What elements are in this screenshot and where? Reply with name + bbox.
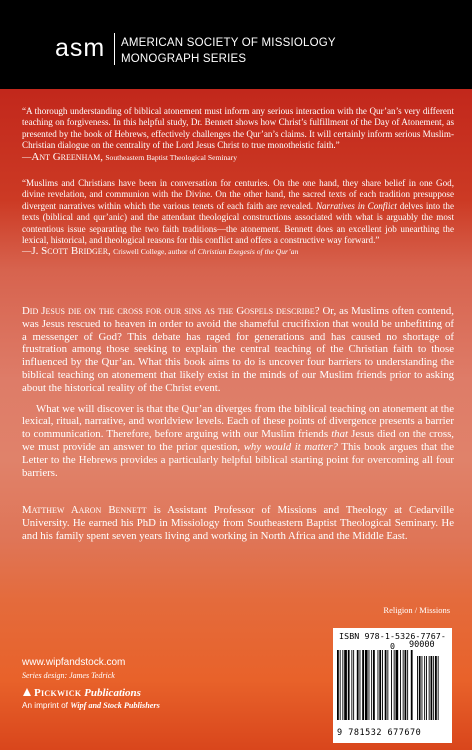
isbn-barcode [333, 628, 452, 743]
endorsement-attribution: —J. Scott Bridger, Criswell College, author of Christian Exegesis of the Qur’an [22, 245, 299, 258]
endorsement-quote: “Muslims and Christians have been in conversation for centuries. On the one hand, they share belief in one God, divine revelation, and communion with the Divine. On the other hand, the sacred texts of each tradition presuppose divergent narratives within which the various tenets of each faith are revealed. [22, 178, 454, 211]
barcode-bar [353, 650, 354, 720]
addon-bar [426, 656, 427, 720]
barcode-bar [362, 650, 364, 720]
barcode-bar [351, 650, 352, 720]
addon-bar [433, 656, 434, 720]
endorsements [22, 106, 454, 273]
price-code: 90000 [409, 640, 435, 650]
barcode-bar [344, 650, 347, 720]
barcode-bar [340, 650, 341, 720]
pickwick-icon [22, 687, 32, 697]
endorser-affiliation: Criswell College, author of Christian Exegesis of the Qur’an [113, 247, 299, 257]
barcode-bar [365, 650, 368, 720]
barcode-bar [400, 650, 401, 720]
header-divider [114, 33, 115, 65]
barcode-bar [411, 650, 413, 720]
addon-bar [424, 656, 425, 720]
barcode-bar [348, 650, 350, 720]
barcode-bar [379, 650, 381, 720]
endorsement-quote: “A thorough understanding of biblical atonement must inform any serious interaction with the Qur’an’s very different teaching on forgiveness. In this helpful study, Dr. Bennett shows how Christ’s fulfillment of the Day of Atonement, as presented by the book of Hebrews, effectively challenges the Qur’an’s claims. It will certainly inform serious Muslim-Christian dialogue on the centrality of the Lord Jesus Christ to true monotheistic faith.” [22, 106, 454, 151]
author-name: Matthew Aaron Bennett [22, 504, 147, 516]
barcode-bar [369, 650, 370, 720]
addon-bar [422, 656, 423, 720]
barcode-bar [394, 650, 395, 720]
barcode-number: 9 781532 677670 [337, 728, 422, 738]
publisher-website[interactable]: www.wipfandstock.com [22, 657, 126, 668]
book-title-inline: Narratives in Conflict [315, 200, 397, 211]
series-header [0, 0, 472, 89]
endorser-name: J. Scott Bridger, [31, 245, 111, 258]
barcode-bar [385, 650, 387, 720]
series-title [121, 35, 336, 67]
barcode-bar [403, 650, 404, 720]
barcode-bar [387, 650, 388, 720]
description-lead: Did Jesus die on the cross for our sins as the Gospels describe? [22, 305, 320, 317]
barcode-bar [357, 650, 359, 720]
barcode-bars [337, 650, 448, 728]
series-title-line2: MONOGRAPH SERIES [121, 53, 247, 65]
addon-bar [417, 656, 418, 720]
book-description [22, 305, 454, 479]
description-paragraph: What we will discover is that the Qur’an diverges from the biblical teaching on atonement at the lexical, ritual, narrative, and worldview levels. Each of these points of divergence presents a barrier to communication. Therefore, before arguing with our Muslim friends that Jesus died on the cross, we must provide an answer to the prior question, why would it matter? This book argues that the Letter to the Hebrews provides a particularly helpful biblical starting point for overcoming all four barriers. [22, 402, 454, 479]
barcode-bar [405, 650, 407, 720]
imprint-line: An imprint of Wipf and Stock Publishers [22, 701, 160, 710]
barcode-bar [407, 650, 408, 720]
endorsement: “Muslims and Christians have been in conversation for centuries. On the one hand, they share belief in one God, divine revelation, and communion with the Divine. On the other hand, the sacred texts of each tradition presuppose divergent narratives within which the various tenets of each faith are revealed. Narratives in Conflict delves into the texts (biblical and qur’anic) and the attendant theological constructions associated with what is arguably the most contentious issue separating the two faith traditions—the atonement. Bennett does an excellent job unearthing the lexical, historical, and theological reasons for this conflict and offers a constructive way forward.” —J. Scott Bridger, Criswell College, author of Christian Exegesis of the Qur’an [22, 178, 454, 258]
subject-category: Religion / Missions [383, 605, 450, 615]
barcode-bar [360, 650, 361, 720]
barcode-bar [391, 650, 392, 720]
publisher-logo: Pickwick Publications [22, 687, 141, 699]
addon-bar [435, 656, 437, 720]
barcode-bar [337, 650, 339, 720]
addon-bar [438, 656, 439, 720]
author-bio [22, 504, 454, 542]
endorsement-attribution: —Ant Greenham, Southeastern Baptist Theological Seminary [22, 150, 237, 163]
barcode-bar [371, 650, 372, 720]
endorser-name: Ant Greenham, [31, 150, 103, 163]
barcode-bar [342, 650, 343, 720]
description-paragraph: Did Jesus die on the cross for our sins as the Gospels describe? Or, as Muslims often contend, was Jesus rescued to heaven in order to avoid the shameful crucifixion that would be unbefitting of a messenger of God? This debate has raged for generations and has caused no shortage of frustration among those seeking to explain the central teaching of the Christian faith to those influenced by the Qur’an. What this book aims to do is uncover four barriers to understanding the biblical teaching on atonement that likely exist in the minds of our Muslim friends prior to asking about the historical reality of the Christ event. [22, 305, 455, 394]
barcode-bar [373, 650, 375, 720]
addon-bar [429, 656, 430, 720]
series-design-credit: Series design: James Tedrick [22, 671, 115, 680]
addon-bar [419, 656, 421, 720]
series-title-line1: AMERICAN SOCIETY OF MISSIOLOGY [121, 37, 336, 49]
endorser-affiliation: Southeastern Baptist Theological Seminary [105, 152, 237, 162]
barcode-bar [378, 650, 379, 720]
barcode-bar [382, 650, 383, 720]
series-logo: asm [55, 34, 106, 62]
author-bio-text: is Assistant Professor of Missions and Theology at Cedarville University. He earned his PhD in Missiology from Southeastern Baptist Theological Seminary. He and his family spent seven years living and working in North Africa and the Middle East. [22, 504, 454, 542]
barcode-bar [396, 650, 399, 720]
isbn-text: ISBN 978-1-5326-7767-0 [339, 631, 446, 651]
endorsement [22, 106, 454, 164]
addon-bar [431, 656, 433, 720]
